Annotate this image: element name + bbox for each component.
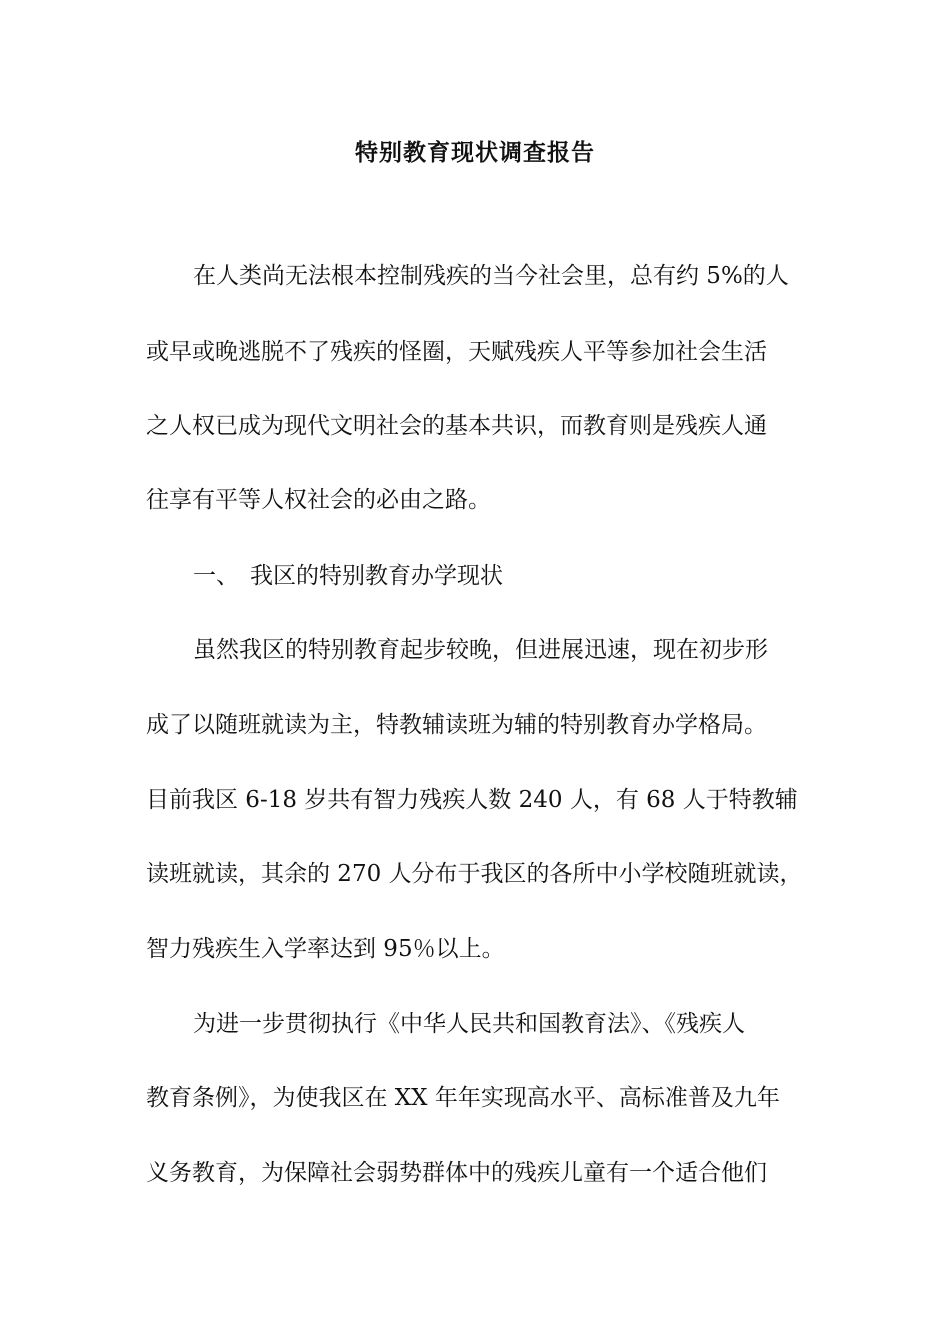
paragraph-line: 读班就读，其余的 270 人分布于我区的各所中小学校随班就读， [146, 861, 803, 887]
paragraph-line: 目前我区 6-18 岁共有智力残疾人数 240 人，有 68 人于特教辅 [146, 787, 798, 813]
paragraph-line: 成了以随班就读为主，特教辅读班为辅的特别教育办学格局。 [146, 712, 767, 738]
section-heading: 我区的特别教育办学现状 [250, 563, 503, 589]
paragraph-line: 义务教育，为保障社会弱势群体中的残疾儿童有一个适合他们 [146, 1160, 767, 1186]
section-number: 一、 [193, 563, 239, 589]
paragraph-line: 往享有平等人权社会的必由之路。 [146, 487, 491, 513]
paragraph-line: 虽然我区的特别教育起步较晚，但进展迅速，现在初步形 [193, 637, 768, 663]
paragraph-line: 为进一步贯彻执行《中华人民共和国教育法》、《残疾人 [193, 1011, 745, 1037]
paragraph-line: 在人类尚无法根本控制残疾的当今社会里，总有约 5%的人 [193, 263, 789, 289]
paragraph-line: 教育条例》，为使我区在 XX 年年实现高水平、高标准普及九年 [146, 1085, 780, 1111]
paragraph-line: 智力残疾生入学率达到 95％以上。 [146, 936, 505, 962]
paragraph-line: 或早或晚逃脱不了残疾的怪圈，天赋残疾人平等参加社会生活 [146, 339, 767, 365]
paragraph-line: 之人权已成为现代文明社会的基本共识，而教育则是残疾人通 [146, 413, 767, 439]
document-title: 特别教育现状调查报告 [355, 139, 595, 166]
